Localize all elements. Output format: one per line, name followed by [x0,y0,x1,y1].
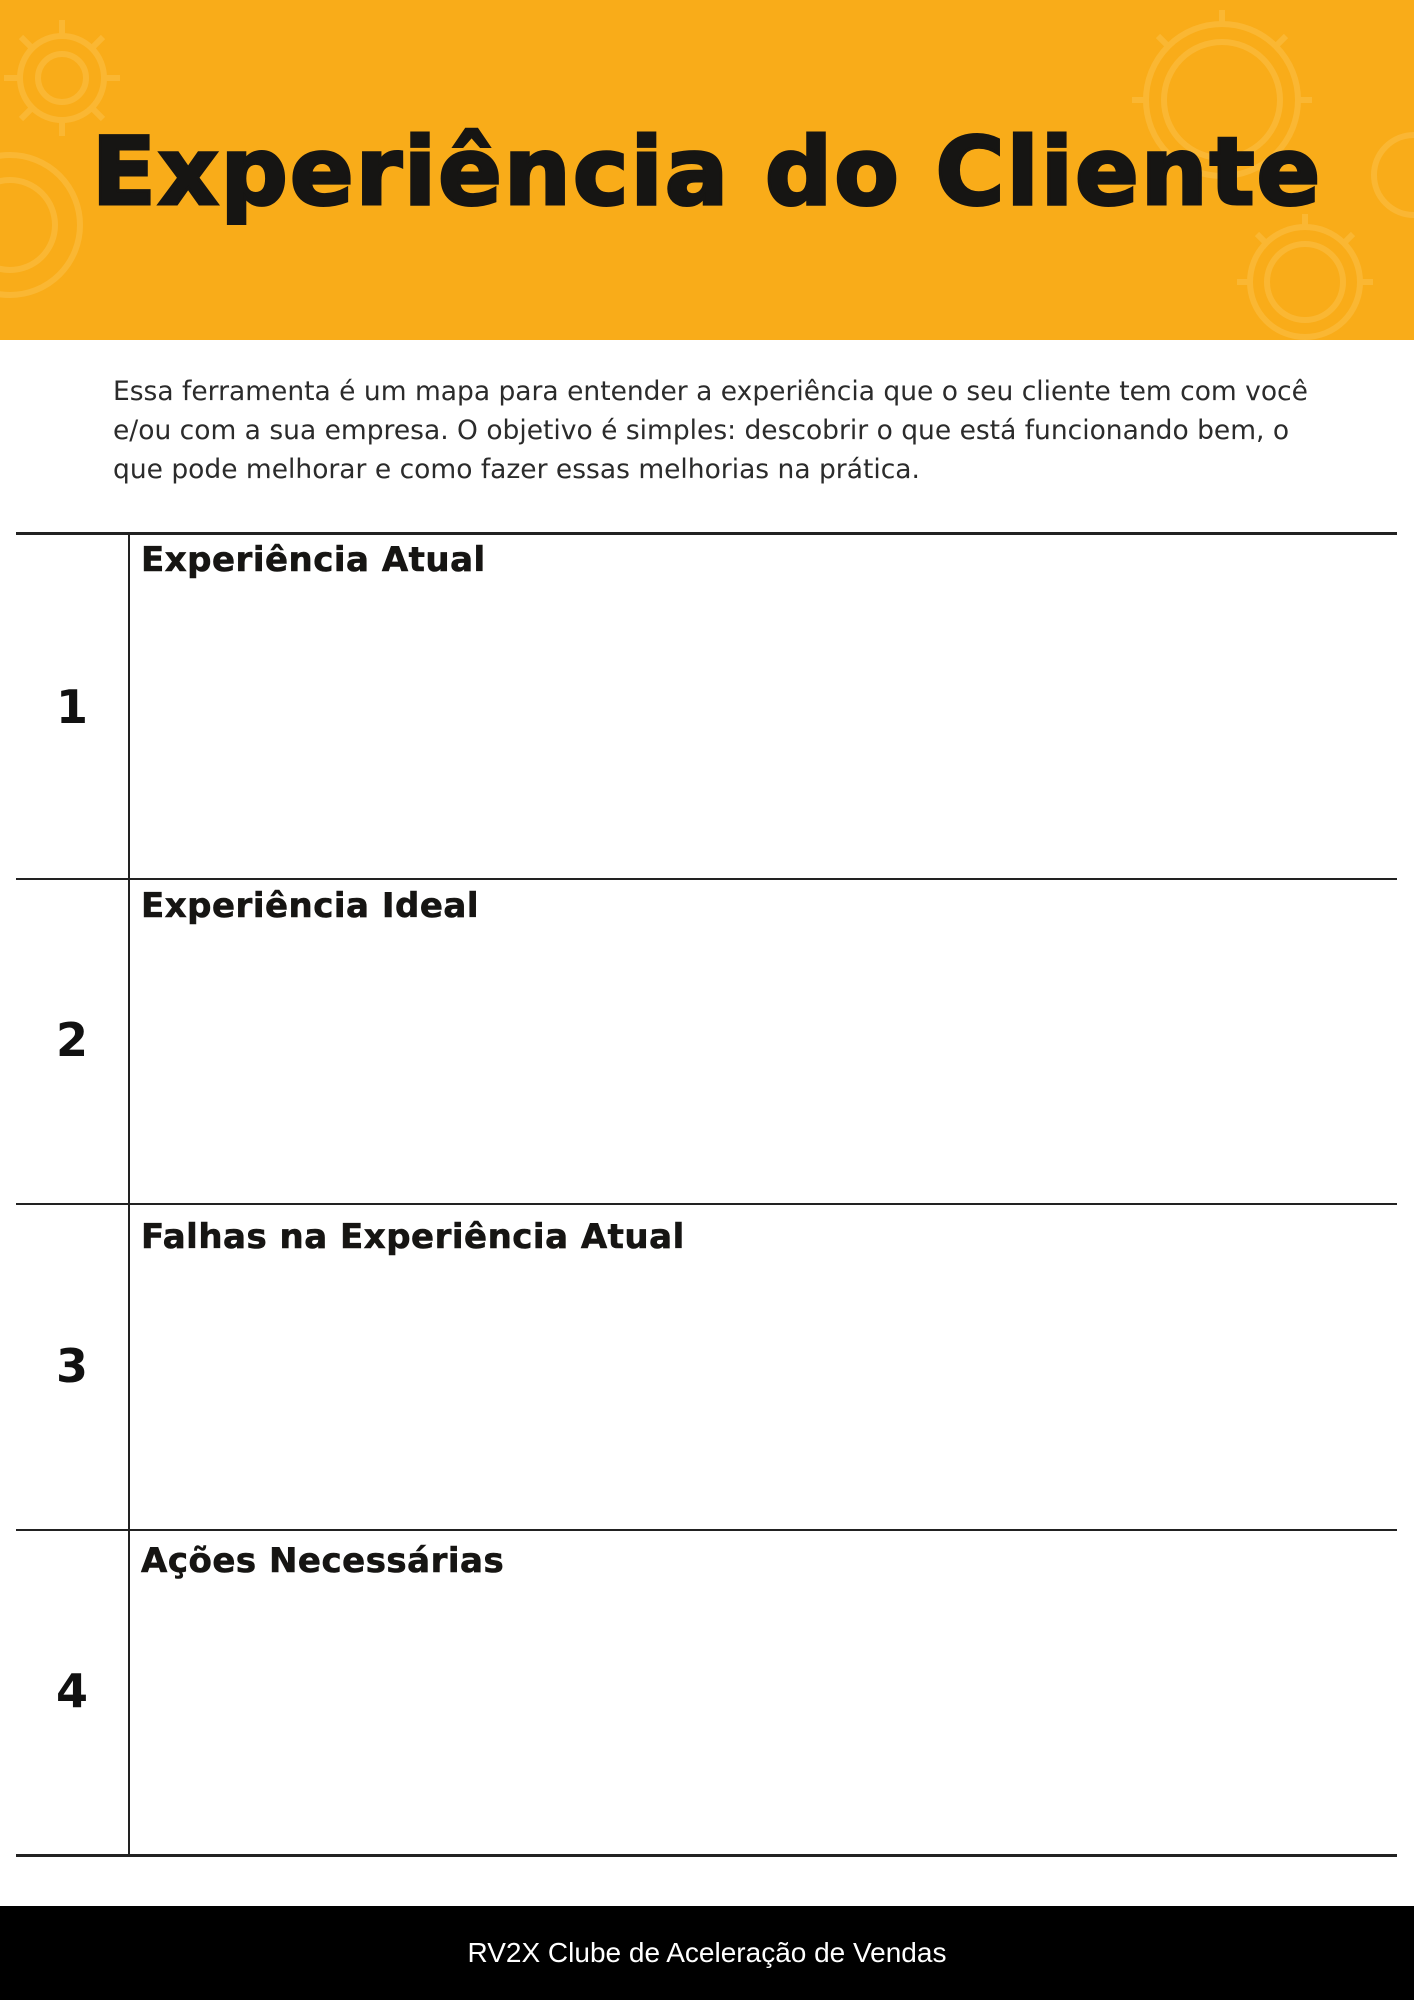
page-title: Experiência do Cliente [91,118,1323,227]
section-number: 2 [55,1013,88,1067]
section-number: 4 [55,1664,88,1718]
section-title: Experiência Ideal [141,886,479,926]
section-number: 1 [55,680,88,734]
header-banner [0,0,1414,340]
intro-paragraph: Essa ferramenta é um mapa para entender a experiência que o seu cliente tem com você e/ou com a sua empresa. O objetivo é simples: descobrir o que está funcionando bem, o que pode melhorar e como fazer essas melhorias na prática. [113,376,1308,485]
row-divider [16,1203,1397,1205]
gear-icon [1237,214,1373,337]
section-title: Falhas na Experiência Atual [141,1217,685,1257]
section-title: Experiência Atual [141,540,486,580]
footer-text: RV2X Clube de Aceleração de Vendas [467,1937,947,1968]
number-column-divider [128,533,130,1856]
table-top-rule [16,532,1397,535]
row-divider [16,878,1397,880]
row-divider [16,1529,1397,1531]
table-bottom-rule [16,1854,1397,1857]
footer-bar [0,1906,1414,2000]
section-number: 3 [55,1339,88,1393]
section-title: Ações Necessárias [141,1541,505,1581]
